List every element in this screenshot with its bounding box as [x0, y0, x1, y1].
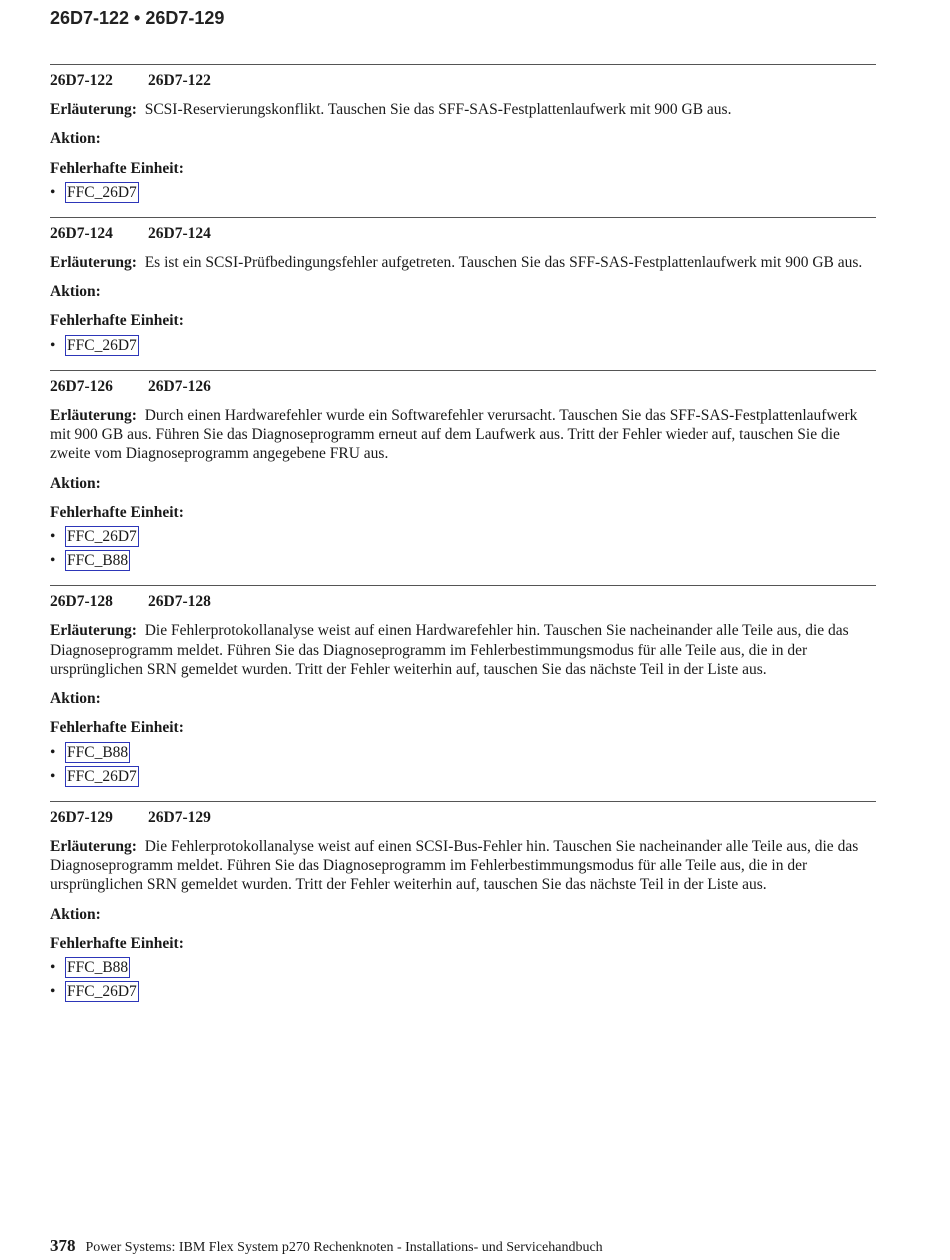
explanation-label: Erläuterung: [50, 837, 137, 855]
error-code-title: 26D7-122 [148, 72, 211, 89]
error-entry [50, 217, 876, 357]
failing-unit-label: Fehlerhafte Einheit: [50, 503, 184, 521]
list-item [50, 766, 876, 788]
action-label: Aktion: [50, 130, 101, 148]
entry-heading [50, 377, 876, 396]
error-entry [50, 64, 876, 204]
entry-heading [50, 224, 876, 243]
list-item [50, 981, 876, 1003]
ffc-link[interactable]: FFC_26D7 [67, 983, 137, 1001]
failing-unit-label: Fehlerhafte Einheit: [50, 719, 184, 737]
action-label: Aktion: [50, 690, 101, 708]
entry-heading [50, 592, 876, 611]
footer-text: Power Systems: IBM Flex System p270 Rechenknoten - Installations- und Servicehandbuch [85, 1240, 603, 1255]
explanation-text: Es ist ein SCSI-Prüfbedingungsfehler aufgetreten. Tauschen Sie das SFF-SAS-Festplattenlaufwerk mit 900 GB aus. [144, 253, 863, 271]
failing-unit-list [50, 742, 876, 788]
error-code: 26D7-122 [50, 72, 113, 89]
action-label: Aktion: [50, 474, 101, 492]
error-code: 26D7-128 [50, 593, 113, 611]
list-item [50, 550, 876, 572]
explanation-label: Erläuterung: [50, 406, 137, 424]
explanation [50, 100, 876, 119]
ffc-link[interactable]: FFC_26D7 [67, 336, 137, 354]
list-item [50, 957, 876, 979]
entry-heading [50, 71, 876, 90]
action-label: Aktion: [50, 283, 101, 301]
failing-unit-list [50, 526, 876, 572]
failing-unit-label: Fehlerhafte Einheit: [50, 312, 184, 330]
entry-heading [50, 808, 876, 827]
error-code-title: 26D7-124 [148, 224, 211, 242]
list-item [50, 526, 876, 548]
list-item [50, 742, 876, 764]
error-entry [50, 585, 876, 787]
list-item [50, 335, 876, 357]
explanation-label: Erläuterung: [50, 101, 137, 118]
explanation [50, 406, 876, 464]
explanation-text: SCSI-Reservierungskonflikt. Tauschen Sie das SFF-SAS-Festplattenlaufwerk mit 900 GB aus. [144, 101, 732, 118]
page-number: 378 [50, 1236, 76, 1255]
explanation [50, 837, 876, 895]
error-code-title: 26D7-128 [148, 593, 211, 611]
explanation-text: Die Fehlerprotokollanalyse weist auf einen SCSI-Bus-Fehler hin. Tauschen Sie nacheinander alle Teile aus, die das Diagnoseprogramm meldet. Führen Sie das Diagnoseprogramm im Fehlerbestimmungsmodus für alle Teile aus, die in der ursprünglichen SRN gemeldet wurden. Tritt der Fehler weiterhin auf, tauschen Sie das nächste Teil in der Liste aus. [50, 837, 859, 894]
ffc-link[interactable]: FFC_B88 [67, 743, 129, 761]
error-code-title: 26D7-129 [148, 808, 211, 826]
error-code: 26D7-124 [50, 224, 113, 242]
failing-unit-list [50, 957, 876, 1003]
page-footer [50, 1236, 603, 1256]
list-item [50, 182, 876, 204]
page-header-title: 26D7-122 • 26D7-129 [50, 8, 225, 28]
action-label: Aktion: [50, 905, 101, 923]
error-code: 26D7-126 [50, 377, 113, 395]
error-code: 26D7-129 [50, 808, 113, 826]
error-code-list [50, 64, 876, 1005]
failing-unit-label: Fehlerhafte Einheit: [50, 934, 184, 952]
explanation [50, 253, 876, 272]
ffc-link[interactable]: FFC_B88 [67, 959, 129, 977]
explanation [50, 621, 876, 679]
ffc-link[interactable]: FFC_B88 [67, 552, 129, 570]
failing-unit-list [50, 335, 876, 357]
error-entry [50, 801, 876, 1003]
ffc-link[interactable]: FFC_26D7 [67, 767, 137, 785]
explanation-text: Die Fehlerprotokollanalyse weist auf einen Hardwarefehler hin. Tauschen Sie nacheinander alle Teile aus, die das Diagnoseprogramm meldet. Führen Sie das Diagnoseprogramm im Fehlerbestimmungsmodus für alle Teile aus, die in der ursprünglichen SRN gemeldet wurden. Tritt der Fehler weiterhin auf, tauschen Sie das nächste Teil in der Liste aus. [50, 622, 849, 678]
explanation-text: Durch einen Hardwarefehler wurde ein Softwarefehler verursacht. Tauschen Sie das SFF-SAS-Festplattenlaufwerk mit 900 GB aus. Führen Sie das Diagnoseprogramm erneut auf dem Laufwerk aus. Tritt der Fehler wieder auf, tauschen Sie die zweite vom Diagnoseprogramm angegebene FRU aus. [50, 406, 858, 463]
failing-unit-list [50, 182, 876, 204]
ffc-link[interactable]: FFC_26D7 [67, 528, 137, 546]
error-code-title: 26D7-126 [148, 377, 211, 395]
failing-unit-label: Fehlerhafte Einheit: [50, 159, 184, 177]
explanation-label: Erläuterung: [50, 622, 137, 640]
explanation-label: Erläuterung: [50, 253, 137, 271]
error-entry [50, 370, 876, 572]
ffc-link[interactable]: FFC_26D7 [67, 183, 137, 201]
